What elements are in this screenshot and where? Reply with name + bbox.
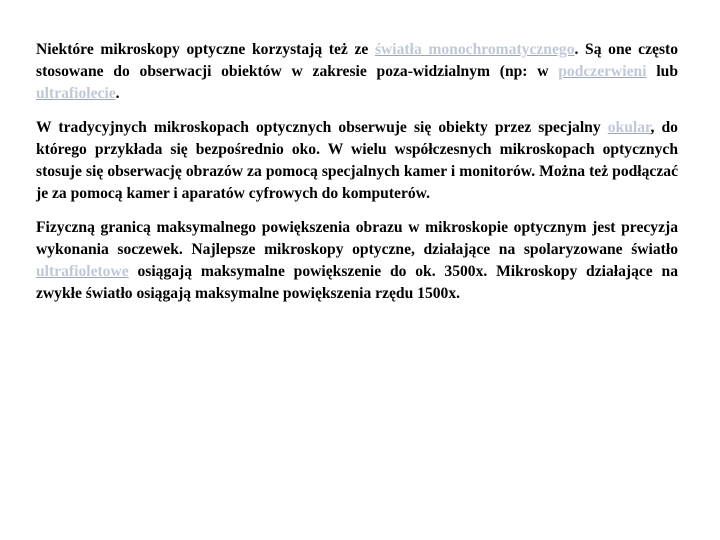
text-segment: . Są one często stosowane do obserwacji obiektów w zakresie poza-widzialnym (np: w bbox=[36, 41, 679, 80]
text-segment: W tradycyjnych mikroskopach optycznych obserwuje się obiekty przez specjalny bbox=[36, 119, 608, 136]
text-segment: Niektóre mikroskopy optyczne korzystają też ze bbox=[36, 41, 375, 58]
text-segment: lub bbox=[646, 63, 678, 80]
link-ultrafiolecie[interactable]: ultrafiolecie bbox=[36, 85, 116, 102]
link-podczerwieni[interactable]: podczerwieni bbox=[558, 63, 647, 80]
text-segment: Fizyczną granicą maksymalnego powiększenia obrazu w mikroskopie optycznym jest precyzja wykonania soczewek. Najlepsze mikroskopy optyczne, działające na spolaryzowane światło bbox=[36, 219, 678, 258]
document-body bbox=[36, 39, 678, 317]
link-okular[interactable]: okular bbox=[607, 119, 651, 136]
link-swiatla-monochromatycznego[interactable]: światła monochromatycznego bbox=[374, 41, 575, 58]
text-segment: . bbox=[115, 85, 120, 102]
paragraph-monochromatic-light bbox=[36, 39, 678, 105]
text-segment: , do którego przykłada się bezpośrednio oko. W wielu współczesnych mikroskopach optycznych stosuje się obserwację obrazów za pomocą specjalnych kamer i monitorów. Można też podłączać je za pomocą kamer i aparatów cyfrowych do komputerów. bbox=[36, 119, 678, 202]
paragraph-magnification-limit bbox=[36, 217, 678, 305]
paragraph-traditional-microscopes bbox=[36, 117, 678, 205]
link-ultrafioletowe[interactable]: ultrafioletowe bbox=[36, 263, 129, 280]
text-segment: osiągają maksymalne powiększenie do ok. 3500x. Mikroskopy działające na zwykłe światło osiągają maksymalne powiększenia rzędu 1500x. bbox=[36, 263, 678, 302]
